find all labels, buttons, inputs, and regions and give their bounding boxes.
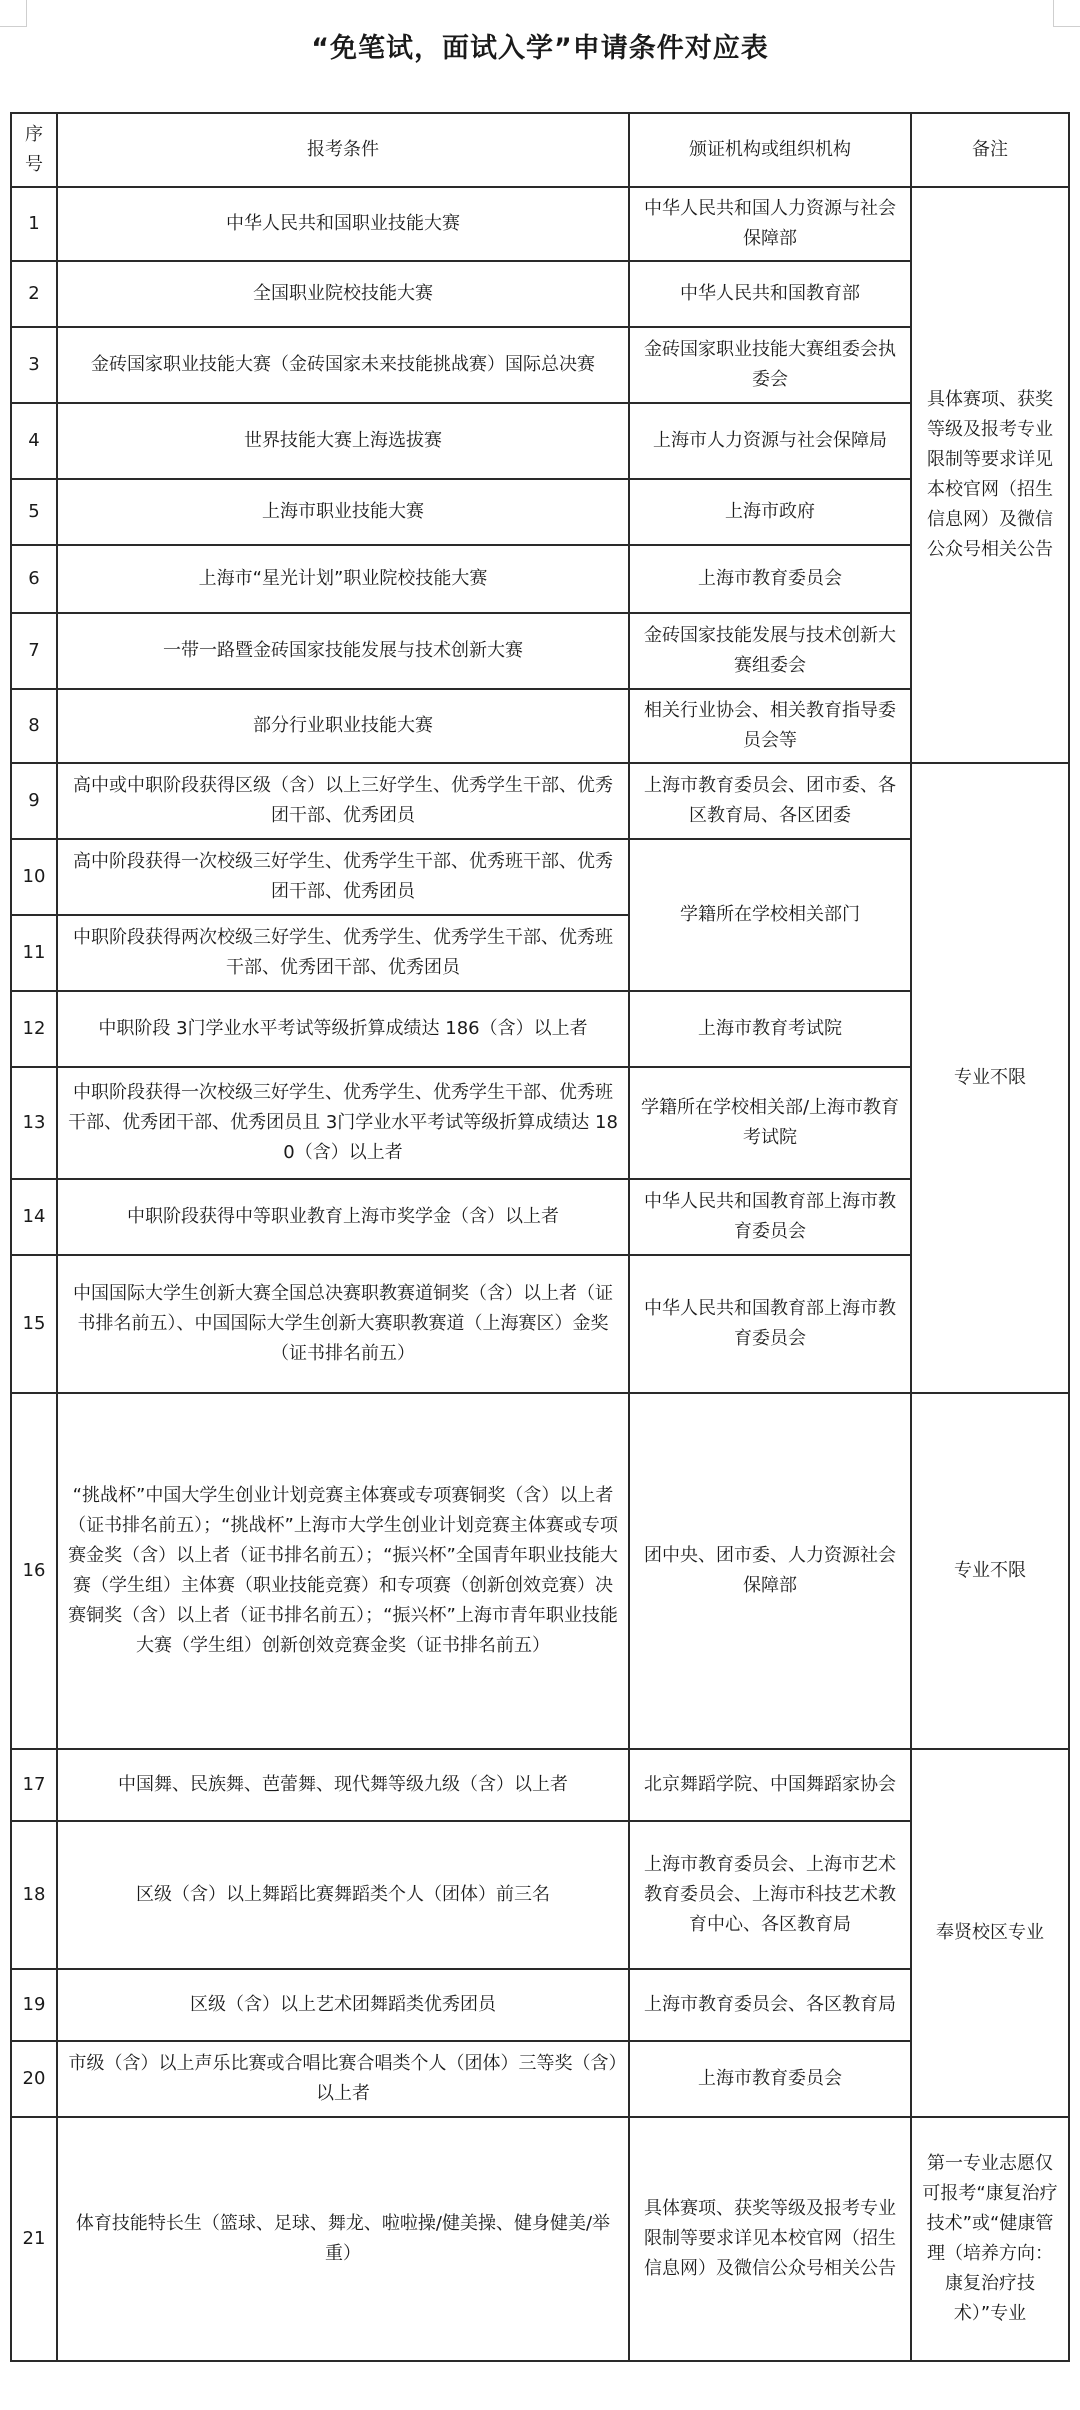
row-condition: 世界技能大赛上海选拔赛 <box>57 403 629 479</box>
row-number: 2 <box>11 261 57 327</box>
page-title: “免笔试，面试入学”申请条件对应表 <box>311 33 769 64</box>
row-issuer: 学籍所在学校相关部门 <box>629 839 911 991</box>
table-row <box>11 2041 1069 2117</box>
row-number: 18 <box>11 1821 57 1969</box>
row-issuer: 具体赛项、获奖等级及报考专业限制等要求详见本校官网（招生信息网）及微信公众号相关公告 <box>629 2117 911 2361</box>
row-issuer: 金砖国家职业技能大赛组委会执委会 <box>629 327 911 403</box>
table-row <box>11 1749 1069 1821</box>
row-condition: 中职阶段获得中等职业教育上海市奖学金（含）以上者 <box>57 1179 629 1255</box>
row-note: 具体赛项、获奖等级及报考专业限制等要求详见本校官网（招生信息网）及微信公众号相关公告 <box>911 187 1069 763</box>
table-row <box>11 1067 1069 1179</box>
row-condition: 体育技能特长生（篮球、足球、舞龙、啦啦操/健美操、健身健美/举重） <box>57 2117 629 2361</box>
row-condition: 一带一路暨金砖国家技能发展与技术创新大赛 <box>57 613 629 689</box>
row-condition: 市级（含）以上声乐比赛或合唱比赛合唱类个人（团体）三等奖（含）以上者 <box>57 2041 629 2117</box>
row-condition: 金砖国家职业技能大赛（金砖国家未来技能挑战赛）国际总决赛 <box>57 327 629 403</box>
table-row <box>11 839 1069 915</box>
row-condition: 中国舞、民族舞、芭蕾舞、现代舞等级九级（含）以上者 <box>57 1749 629 1821</box>
conditions-table <box>10 112 1070 2362</box>
row-note: 专业不限 <box>911 763 1069 1393</box>
table-row <box>11 327 1069 403</box>
table-row <box>11 1179 1069 1255</box>
row-condition: 区级（含）以上艺术团舞蹈类优秀团员 <box>57 1969 629 2041</box>
row-number: 20 <box>11 2041 57 2117</box>
table-row <box>11 1821 1069 1969</box>
table-row <box>11 1393 1069 1749</box>
row-condition: “挑战杯”中国大学生创业计划竞赛主体赛或专项赛铜奖（含）以上者（证书排名前五）；“挑战杯”上海市大学生创业计划竞赛主体赛或专项赛金奖（含）以上者（证书排名前五）；“振兴杯”全国青年职业技能大赛（学生组）主体赛（职业技能竞赛）和专项赛（创新创效竞赛）决赛铜奖（含）以上者（证书排名前五）；“振兴杯”上海市青年职业技能大赛（学生组）创新创效竞赛金奖（证书排名前五） <box>57 1393 629 1749</box>
row-condition: 高中阶段获得一次校级三好学生、优秀学生干部、优秀班干部、优秀团干部、优秀团员 <box>57 839 629 915</box>
row-note: 专业不限 <box>911 1393 1069 1749</box>
table-row <box>11 479 1069 545</box>
row-note: 第一专业志愿仅可报考“康复治疗技术”或“健康管理（培养方向：康复治疗技术）”专业 <box>911 2117 1069 2361</box>
row-number: 14 <box>11 1179 57 1255</box>
row-condition: 中职阶段获得两次校级三好学生、优秀学生、优秀学生干部、优秀班干部、优秀团干部、优秀团员 <box>57 915 629 991</box>
row-condition: 中国国际大学生创新大赛全国总决赛职教赛道铜奖（含）以上者（证书排名前五）、中国国际大学生创新大赛职教赛道（上海赛区）金奖（证书排名前五） <box>57 1255 629 1393</box>
row-note: 奉贤校区专业 <box>911 1749 1069 2117</box>
row-condition: 中华人民共和国职业技能大赛 <box>57 187 629 261</box>
table-row <box>11 261 1069 327</box>
row-condition: 区级（含）以上舞蹈比赛舞蹈类个人（团体）前三名 <box>57 1821 629 1969</box>
page-corner-mark-left <box>0 0 27 27</box>
page-corner-mark-right <box>1053 0 1080 27</box>
row-issuer: 上海市教育委员会、团市委、各区教育局、各区团委 <box>629 763 911 839</box>
table-row <box>11 991 1069 1067</box>
row-number: 3 <box>11 327 57 403</box>
row-number: 16 <box>11 1393 57 1749</box>
row-number: 21 <box>11 2117 57 2361</box>
row-number: 6 <box>11 545 57 613</box>
table-row <box>11 613 1069 689</box>
row-number: 17 <box>11 1749 57 1821</box>
row-condition: 全国职业院校技能大赛 <box>57 261 629 327</box>
row-number: 19 <box>11 1969 57 2041</box>
row-issuer: 学籍所在学校相关部/上海市教育考试院 <box>629 1067 911 1179</box>
row-issuer: 金砖国家技能发展与技术创新大赛组委会 <box>629 613 911 689</box>
row-issuer: 中华人民共和国教育部上海市教育委员会 <box>629 1179 911 1255</box>
row-issuer: 上海市政府 <box>629 479 911 545</box>
table-row <box>11 545 1069 613</box>
table-header-row <box>11 113 1069 187</box>
row-number: 15 <box>11 1255 57 1393</box>
table-row <box>11 1255 1069 1393</box>
row-condition: 高中或中职阶段获得区级（含）以上三好学生、优秀学生干部、优秀团干部、优秀团员 <box>57 763 629 839</box>
header-issuer: 颁证机构或组织机构 <box>629 113 911 187</box>
row-issuer: 中华人民共和国教育部上海市教育委员会 <box>629 1255 911 1393</box>
row-issuer: 上海市教育考试院 <box>629 991 911 1067</box>
row-condition: 中职阶段 3门学业水平考试等级折算成绩达 186（含）以上者 <box>57 991 629 1067</box>
header-condition: 报考条件 <box>57 113 629 187</box>
row-number: 1 <box>11 187 57 261</box>
row-issuer: 北京舞蹈学院、中国舞蹈家协会 <box>629 1749 911 1821</box>
row-number: 12 <box>11 991 57 1067</box>
row-condition: 上海市职业技能大赛 <box>57 479 629 545</box>
row-issuer: 上海市教育委员会 <box>629 2041 911 2117</box>
row-issuer: 上海市人力资源与社会保障局 <box>629 403 911 479</box>
row-issuer: 团中央、团市委、人力资源社会保障部 <box>629 1393 911 1749</box>
row-number: 7 <box>11 613 57 689</box>
row-number: 11 <box>11 915 57 991</box>
table-row <box>11 763 1069 839</box>
header-note: 备注 <box>911 113 1069 187</box>
table-row <box>11 2117 1069 2361</box>
row-issuer: 中华人民共和国人力资源与社会保障部 <box>629 187 911 261</box>
table-row <box>11 403 1069 479</box>
header-seq: 序号 <box>11 113 57 187</box>
row-number: 8 <box>11 689 57 763</box>
table-row <box>11 187 1069 261</box>
row-number: 10 <box>11 839 57 915</box>
row-number: 9 <box>11 763 57 839</box>
table-row <box>11 689 1069 763</box>
row-number: 5 <box>11 479 57 545</box>
row-issuer: 上海市教育委员会、上海市艺术教育委员会、上海市科技艺术教育中心、各区教育局 <box>629 1821 911 1969</box>
row-issuer: 中华人民共和国教育部 <box>629 261 911 327</box>
row-condition: 中职阶段获得一次校级三好学生、优秀学生、优秀学生干部、优秀班干部、优秀团干部、优秀团员且 3门学业水平考试等级折算成绩达 180（含）以上者 <box>57 1067 629 1179</box>
row-number: 13 <box>11 1067 57 1179</box>
row-condition: 部分行业职业技能大赛 <box>57 689 629 763</box>
row-issuer: 上海市教育委员会、各区教育局 <box>629 1969 911 2041</box>
row-issuer: 相关行业协会、相关教育指导委员会等 <box>629 689 911 763</box>
row-condition: 上海市“星光计划”职业院校技能大赛 <box>57 545 629 613</box>
row-number: 4 <box>11 403 57 479</box>
table-row <box>11 1969 1069 2041</box>
row-issuer: 上海市教育委员会 <box>629 545 911 613</box>
